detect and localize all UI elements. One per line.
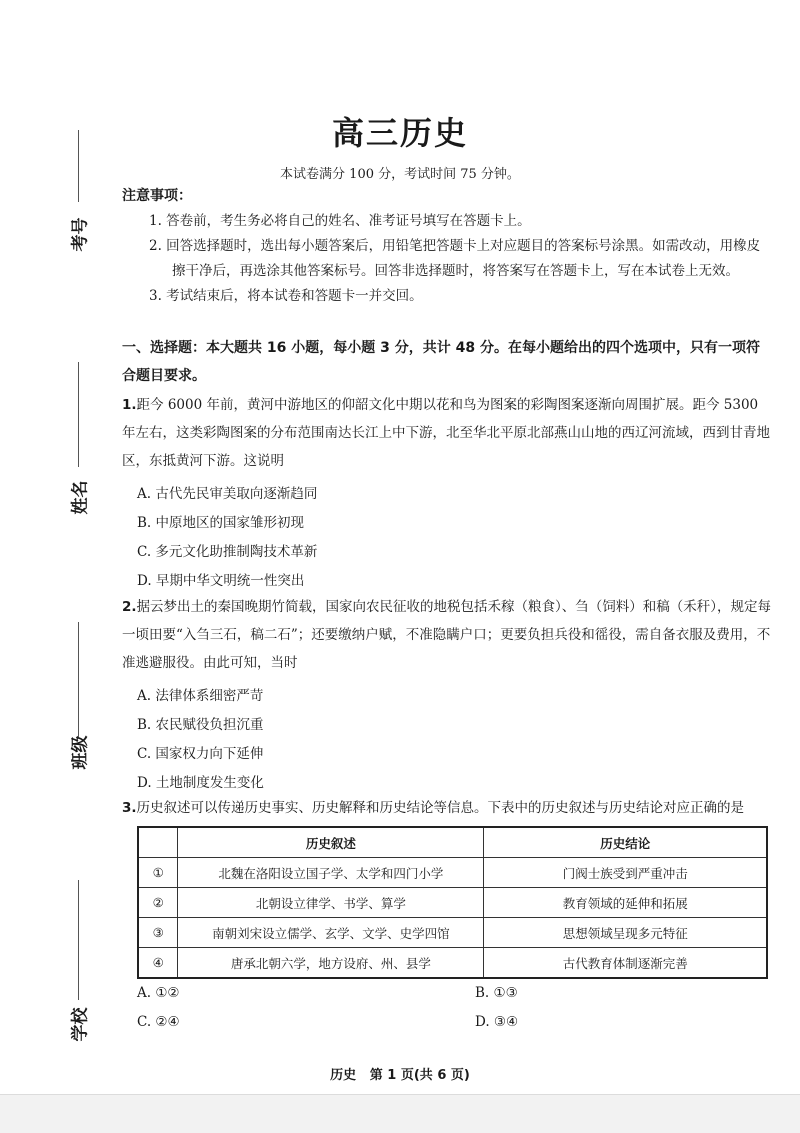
question-1-option-a: A. 古代先民审美取向逐渐趋同 bbox=[137, 486, 318, 502]
question-2-option-a: A. 法律体系细密严苛 bbox=[137, 688, 264, 704]
table-header-cell: 历史结论 bbox=[484, 827, 767, 858]
table-header-cell bbox=[138, 827, 178, 858]
binding-label-name: 姓名 bbox=[70, 480, 91, 515]
question-1-option-b: B. 中原地区的国家雏形初现 bbox=[137, 515, 305, 531]
table-cell: ③ bbox=[138, 918, 178, 948]
table-row bbox=[138, 948, 767, 979]
table-cell: ① bbox=[138, 858, 178, 888]
question-number: 1. bbox=[122, 397, 137, 413]
table-cell: 思想领域呈现多元特征 bbox=[484, 918, 767, 948]
question-3-option-b: B. ①③ bbox=[475, 985, 518, 1001]
question-3-option-c: C. ②④ bbox=[137, 1014, 180, 1030]
footer-total: (共 6 页) bbox=[413, 1068, 470, 1083]
binding-label-class: 班级 bbox=[70, 735, 91, 770]
binding-label-exam-no: 考号 bbox=[70, 217, 91, 252]
table-cell: 教育领域的延伸和拓展 bbox=[484, 888, 767, 918]
question-2-option-d: D. 土地制度发生变化 bbox=[137, 775, 264, 791]
section-heading: 一、选择题：本大题共 16 小题，每小题 3 分，共计 48 分。在每小题给出的四个选项中，只有一项符合题目要求。 bbox=[122, 340, 760, 384]
notice-item: 擦干净后，再选涂其他答案标号。回答非选择题时，将答案写在答题卡上，写在本试卷上无效。 bbox=[172, 263, 739, 279]
table-cell: 北魏在洛阳设立国子学、太学和四门小学 bbox=[178, 858, 484, 888]
question-3-stem bbox=[122, 794, 772, 822]
page-footer bbox=[0, 1064, 800, 1083]
footer-page: 第 1 页 bbox=[369, 1068, 414, 1083]
table-row bbox=[138, 858, 767, 888]
notice-heading: 注意事项： bbox=[122, 188, 192, 204]
table-cell: 古代教育体制逐渐完善 bbox=[484, 948, 767, 979]
table-cell: 南朝刘宋设立儒学、玄学、文学、史学四馆 bbox=[178, 918, 484, 948]
question-number: 2. bbox=[122, 599, 137, 615]
binding-label-school: 学校 bbox=[70, 1007, 91, 1042]
question-2-option-b: B. 农民赋役负担沉重 bbox=[137, 717, 264, 733]
table-cell: 唐承北朝六学，地方设府、州、县学 bbox=[178, 948, 484, 979]
question-3-option-d: D. ③④ bbox=[475, 1014, 519, 1030]
exam-title: 高三历史 bbox=[331, 114, 468, 152]
binding-line bbox=[78, 880, 79, 1000]
table-header-cell: 历史叙述 bbox=[178, 827, 484, 858]
table-row bbox=[138, 888, 767, 918]
question-number: 3. bbox=[122, 800, 137, 816]
footer-subject: 历史 bbox=[330, 1068, 357, 1083]
binding-line bbox=[78, 622, 79, 737]
question-2-option-c: C. 国家权力向下延伸 bbox=[137, 746, 264, 762]
binding-line bbox=[78, 362, 79, 467]
question-1-option-c: C. 多元文化助推制陶技术革新 bbox=[137, 544, 318, 560]
question-3-option-a: A. ①② bbox=[137, 985, 180, 1001]
notice-item: 2. 回答选择题时，选出每小题答案后，用铅笔把答题卡上对应题目的答案标号涂黑。如需改动，用橡皮 bbox=[149, 238, 761, 254]
table-header-row bbox=[138, 827, 767, 858]
table-cell: ② bbox=[138, 888, 178, 918]
viewer-bottom-strip bbox=[0, 1094, 800, 1133]
table-row bbox=[138, 918, 767, 948]
notice-item: 3. 考试结束后，将本试卷和答题卡一并交回。 bbox=[149, 288, 423, 304]
question-2-stem bbox=[122, 593, 772, 677]
question-1-stem bbox=[122, 391, 772, 475]
question-text: 距今 6000 年前，黄河中游地区的仰韶文化中期以花和鸟为图案的彩陶图案逐渐向周围扩展。距今 5300 年左右，这类彩陶图案的分布范围南达长江上中下游，北至华北平原北部燕山山地的西辽河流域，西到甘青地区，东抵黄河下游。这说明 bbox=[122, 397, 770, 469]
notice-item: 1. 答卷前，考生务必将自己的姓名、准考证号填写在答题卡上。 bbox=[149, 213, 531, 229]
table-cell: 北朝设立律学、书学、算学 bbox=[178, 888, 484, 918]
exam-subtitle: 本试卷满分 100 分，考试时间 75 分钟。 bbox=[280, 167, 520, 182]
question-1-option-d: D. 早期中华文明统一性突出 bbox=[137, 573, 305, 589]
question-text: 历史叙述可以传递历史事实、历史解释和历史结论等信息。下表中的历史叙述与历史结论对应正确的是 bbox=[136, 800, 745, 816]
table-cell: ④ bbox=[138, 948, 178, 979]
question-3-table bbox=[137, 826, 768, 979]
question-text: 据云梦出土的秦国晚期竹简载，国家向农民征收的地税包括禾稼（粮食）、刍（饲料）和稿（禾秆），规定每一顷田要“入刍三石，稿二石”；还要缴纳户赋，不准隐瞒户口；更要负担兵役和徭役，需自备衣服及费用，不准逃避服役。由此可知，当时 bbox=[122, 599, 772, 671]
table-cell: 门阀士族受到严重冲击 bbox=[484, 858, 767, 888]
